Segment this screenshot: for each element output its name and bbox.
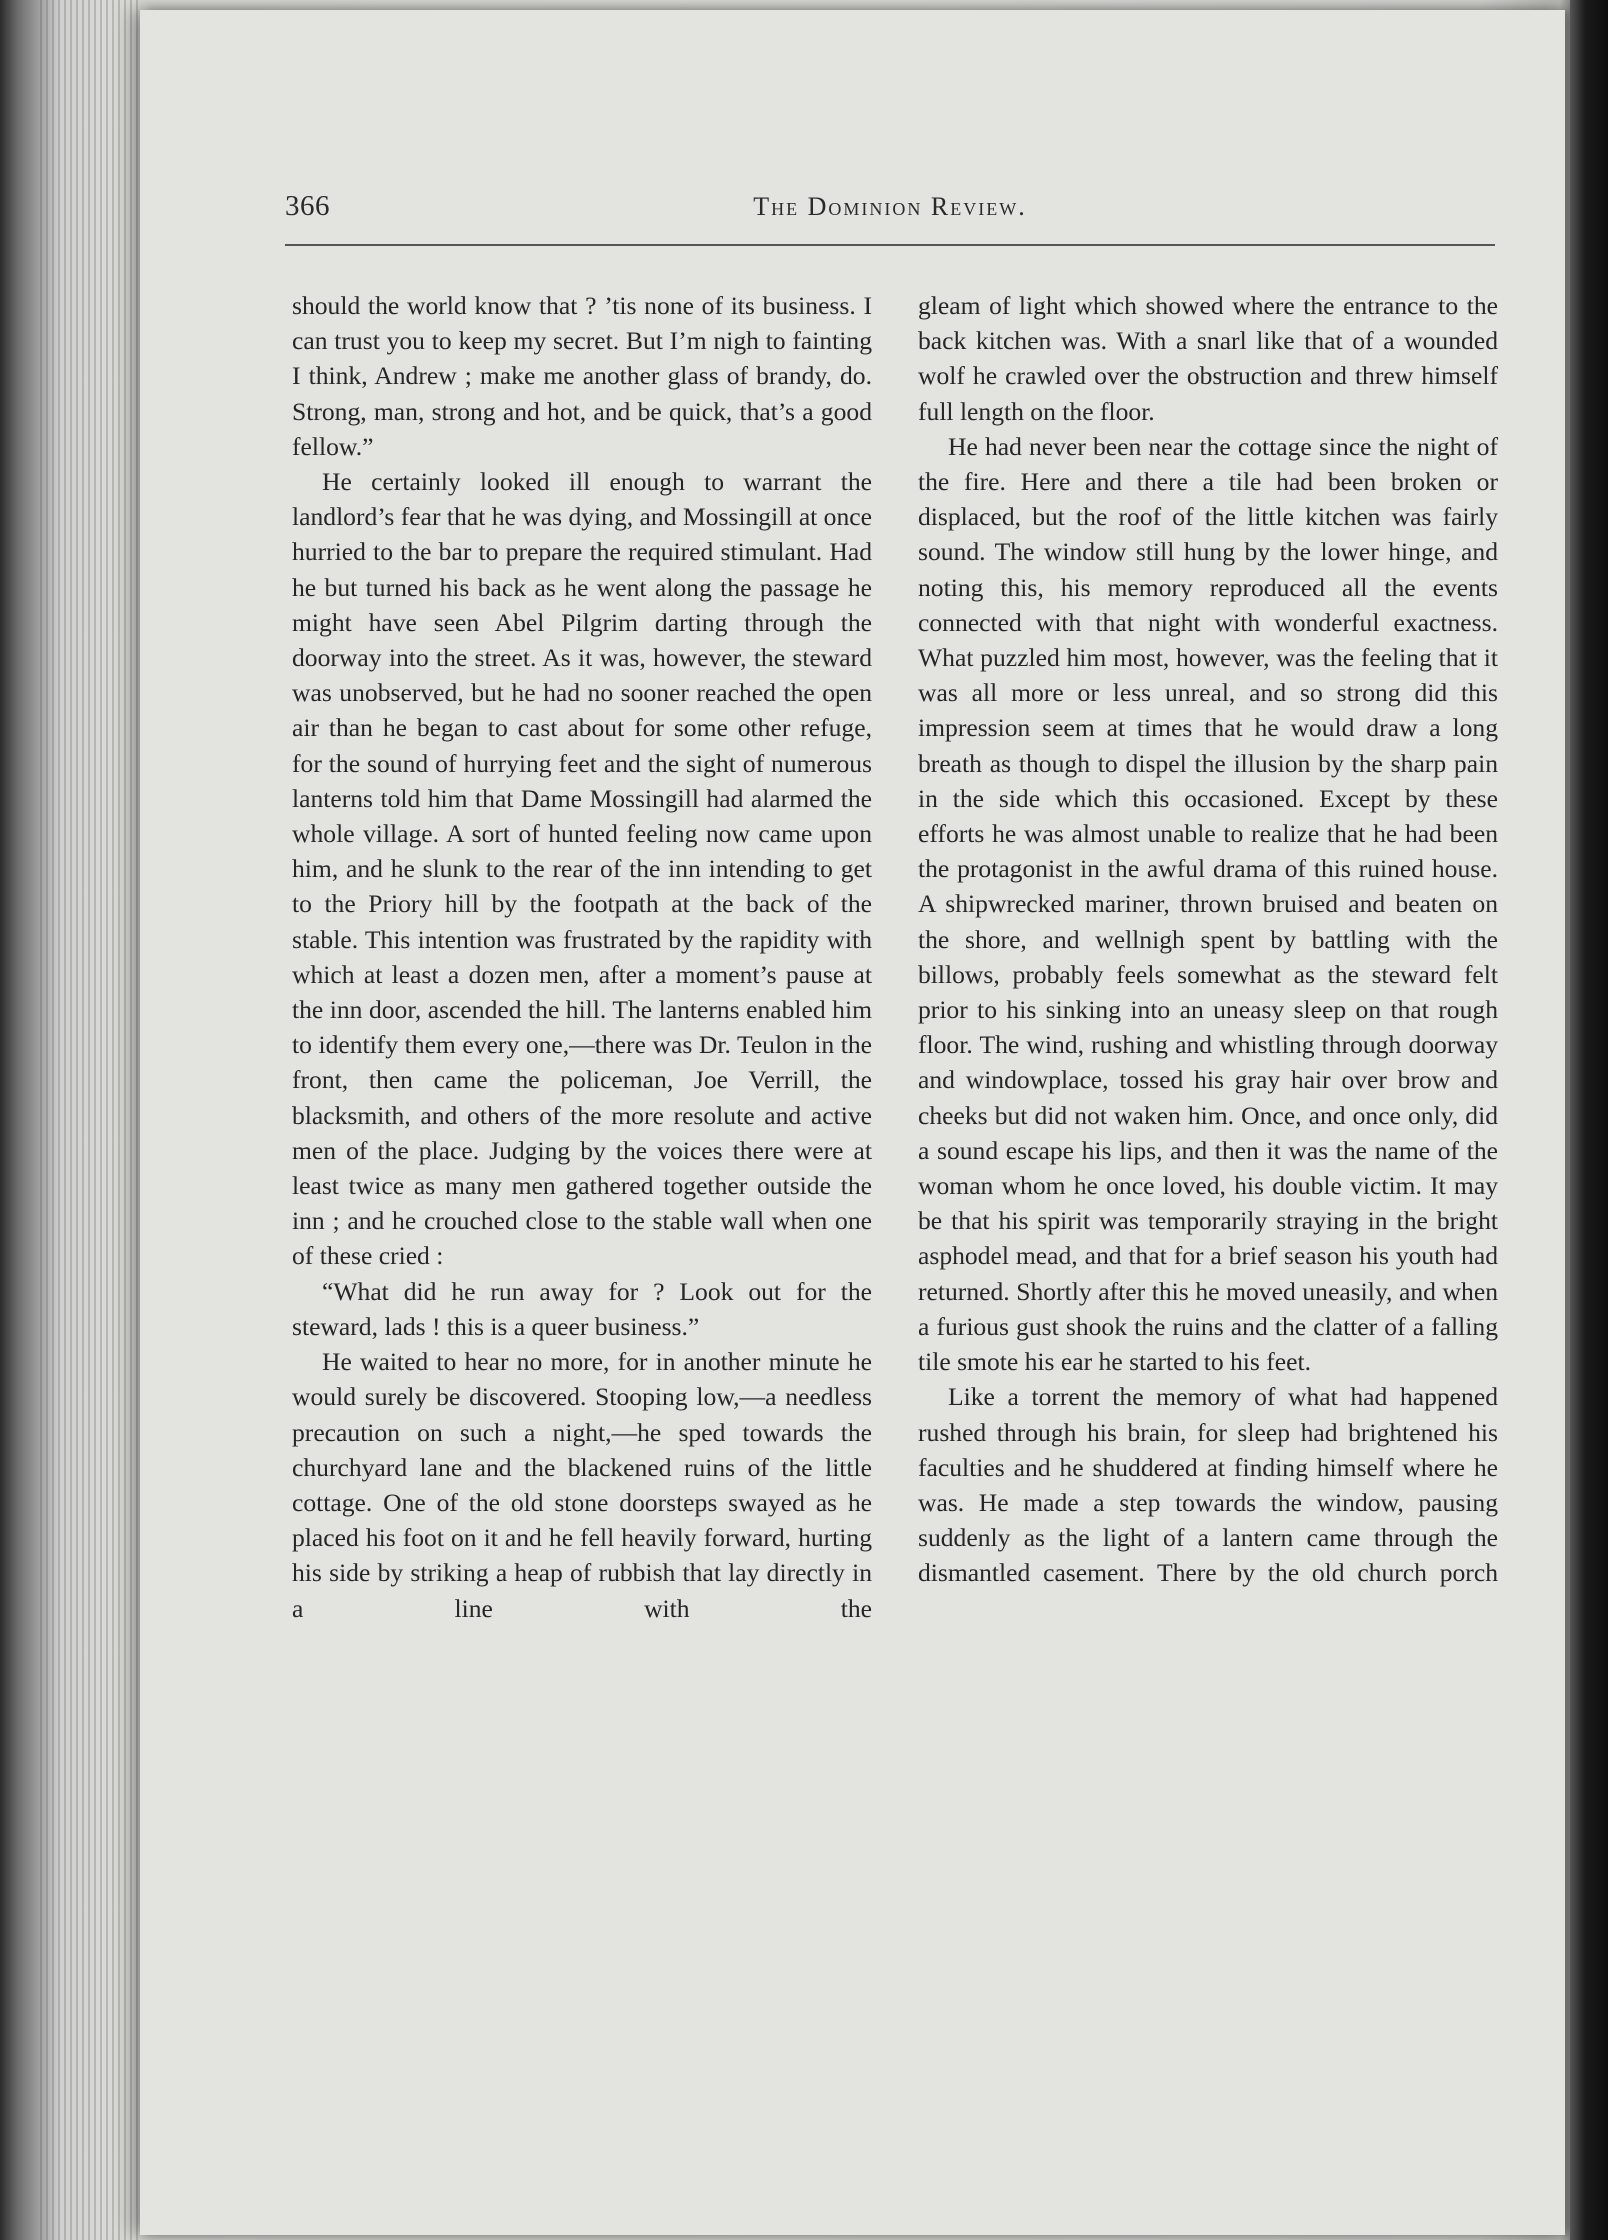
paragraph: He had never been near the cottage since the night of the fire. Here and there a tile had been broken or displaced, but the roof of the little kitchen was fairly sound. The window still hung by the lower hinge, and noting this, his memory reproduced all the events connected with that night with wonderful exactness. What puzzled him most, however, was the feeling that it was all more or less unreal, and so strong did this impression seem at times that he would draw a long breath as though to dispel the illusion by the sharp pain in the side which this occasioned. Except by these efforts he was almost unable to realize that he had been the protagonist in the awful drama of this ruined house. A shipwrecked mariner, thrown bruised and beaten on the shore, and wellnigh spent by battling with the billows, probably feels somewhat as the steward felt prior to his sinking into an uneasy sleep on that rough floor. The wind, rushing and whistling through doorway and windowplace, tossed his gray hair over brow and cheeks but did not waken him. Once, and once only, did a sound escape his lips, and then it was the name of the woman whom he once loved, his double victim. It may be that his spirit was temporarily straying in the bright asphodel mead, and that for a brief season his youth had returned. Shortly after this he moved uneasily, and when a furious gust shook the ruins and the clatter of a falling tile smote his ear he started to his feet. xyxy=(918,431,1498,1377)
page-header xyxy=(285,190,1495,238)
page-stack-edge xyxy=(40,0,140,2240)
paragraph: He waited to hear no more, for in another minute he would surely be discovered. Stooping low,—a needless precaution on such a night,—he sped towards the churchyard lane and the blackened ruins of the little cottage. One of the old stone doorsteps swayed as he placed his foot on it and he fell heavily forward, hurting his side by striking a heap of rubbish that lay directly in a line with the xyxy=(292,1347,872,1623)
page-number: 366 xyxy=(285,190,330,222)
right-column xyxy=(918,288,1498,1591)
paragraph: gleam of light which showed where the entrance to the back kitchen was. With a snarl like that of a wounded wolf he crawled over the obstruction and threw himself full length on the floor. xyxy=(918,291,1498,426)
paragraph: He certainly looked ill enough to warrant the landlord’s fear that he was dying, and Mossingill at once hurried to the bar to prepare the required stimulant. Had he but turned his back as he went along the passage he might have seen Abel Pilgrim darting through the doorway into the street. As it was, however, the steward was unobserved, but he had no sooner reached the open air than he began to cast about for some other refuge, for the sound of hurrying feet and the sight of numerous lanterns told him that Dame Mossingill had alarmed the whole village. A sort of hunted feeling now came upon him, and he slunk to the rear of the inn intending to get to the Priory hill by the footpath at the back of the stable. This intention was frustrated by the rapidity with which at least a dozen men, after a moment’s pause at the inn door, ascended the hill. The lanterns enabled him to identify them every one,—there was Dr. Teulon in the front, then came the policeman, Joe Verrill, the blacksmith, and others of the more resolute and active men of the place. Judging by the voices there were at least twice as many men gathered together outside the inn ; and he crouched close to the stable wall when one of these cried : xyxy=(292,467,872,1271)
running-title: The Dominion Review. xyxy=(753,192,1027,221)
paragraph: Like a torrent the memory of what had happened rushed through his brain, for sleep had brightened his faculties and he shuddered at finding himself where he was. He made a step towards the window, pausing suddenly as the light of a lantern came through the dismantled casement. There by the old church porch xyxy=(918,1382,1498,1588)
left-column xyxy=(292,288,872,1626)
header-rule xyxy=(285,244,1495,246)
paragraph: “What did he run away for ? Look out for the steward, lads ! this is a queer business.” xyxy=(292,1276,872,1341)
paragraph: should the world know that ? ’tis none of its business. I can trust you to keep my secret. But I’m nigh to fainting I think, Andrew ; make me another glass of brandy, do. Strong, man, strong and hot, and be quick, that’s a good fellow.” xyxy=(292,291,872,461)
binding-shadow xyxy=(1570,0,1608,2240)
